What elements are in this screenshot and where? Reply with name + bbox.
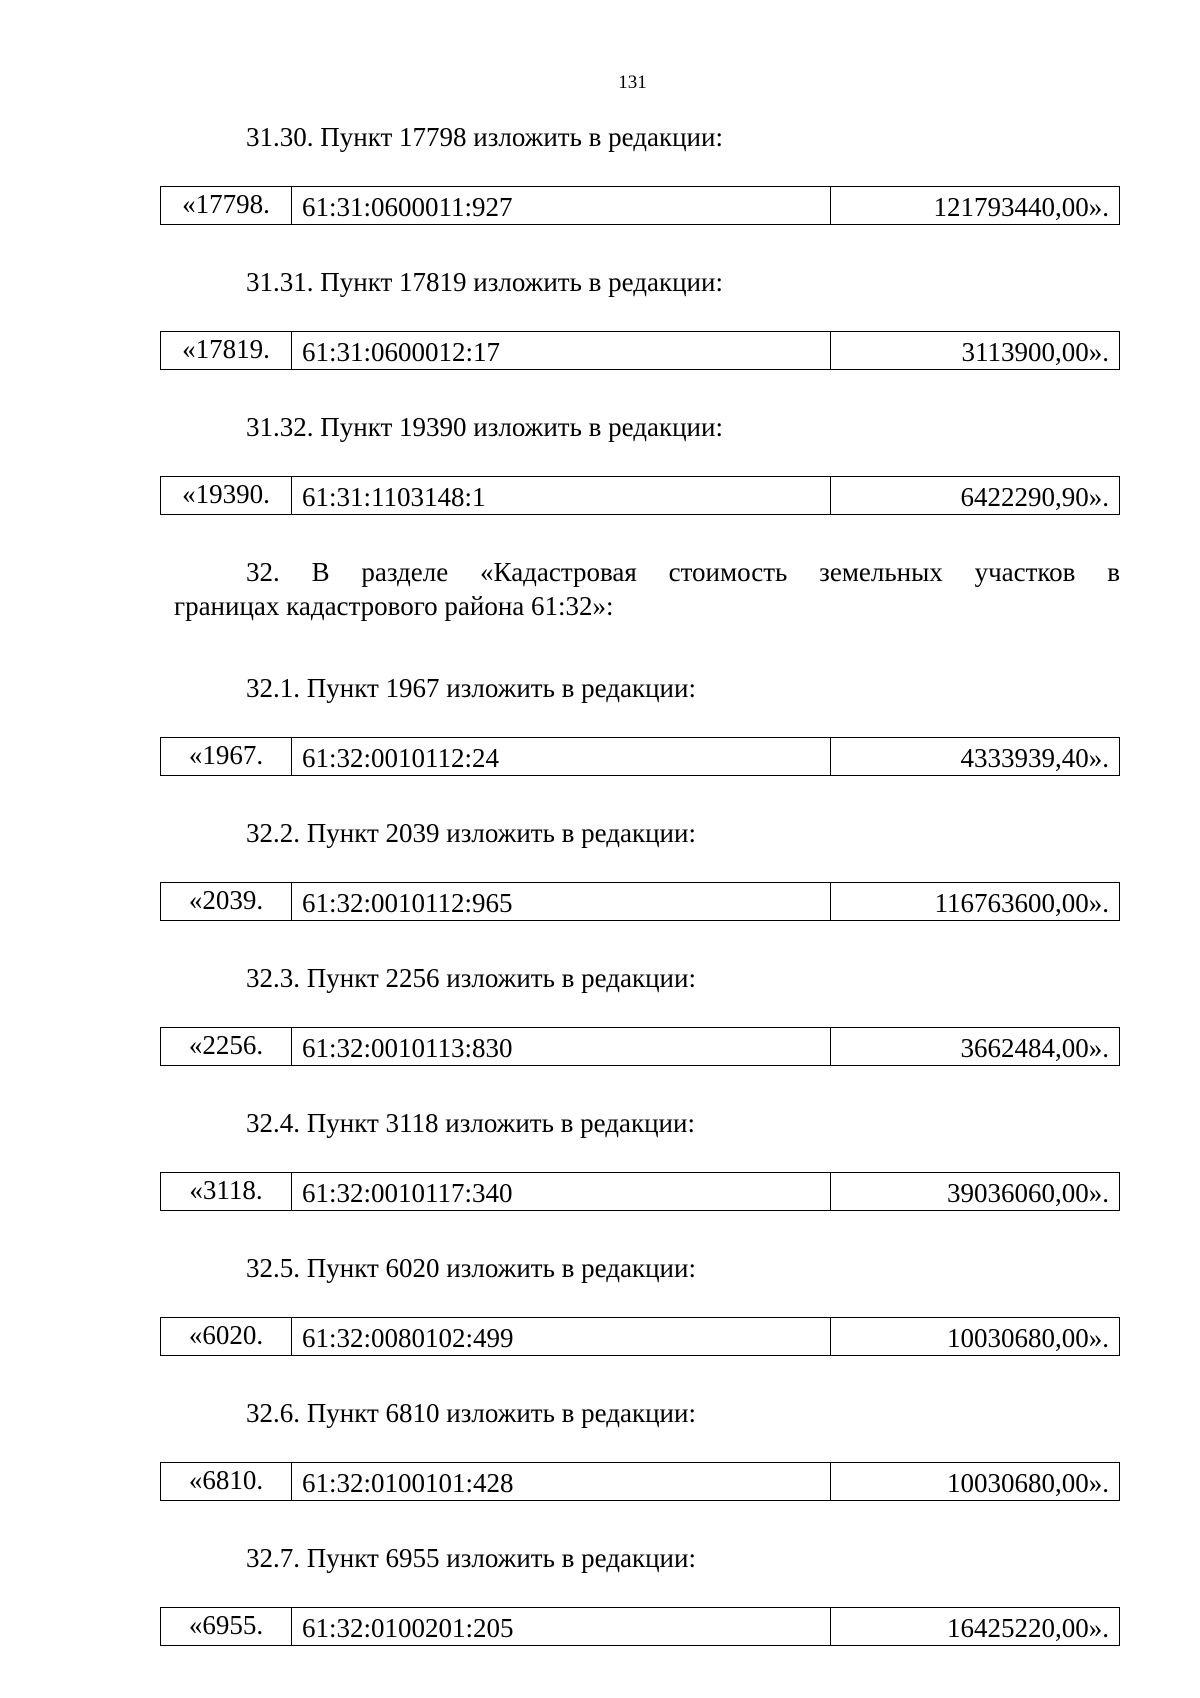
cadastral-number: 61:32:0080102:499 bbox=[292, 1318, 831, 1356]
table-row bbox=[161, 1028, 1120, 1066]
cadastral-number: 61:31:1103148:1 bbox=[292, 477, 831, 515]
entry-number: «3118. bbox=[161, 1173, 292, 1211]
section-heading-paragraph bbox=[160, 555, 1120, 623]
table-row bbox=[161, 477, 1120, 515]
cadastral-value: 4333939,40». bbox=[831, 738, 1120, 776]
section-heading-line-2: границах кадастрового района 61:32»: bbox=[174, 591, 614, 621]
instruction-text: 32.3. Пункт 2256 изложить в редакции: bbox=[246, 963, 696, 993]
page-number: 131 bbox=[618, 72, 647, 93]
cadastral-value: 6422290,90». bbox=[831, 477, 1120, 515]
instruction-text: 31.31. Пункт 17819 изложить в редакции: bbox=[246, 267, 723, 297]
entry-table bbox=[160, 331, 1120, 370]
cadastral-number: 61:32:0100201:205 bbox=[292, 1608, 831, 1646]
table-row bbox=[161, 738, 1120, 776]
instruction-text: 32.6. Пункт 6810 изложить в редакции: bbox=[246, 1398, 696, 1428]
cadastral-value: 116763600,00». bbox=[831, 883, 1120, 921]
entry-table bbox=[160, 186, 1120, 225]
table-row bbox=[161, 1463, 1120, 1501]
cadastral-number: 61:32:0100101:428 bbox=[292, 1463, 831, 1501]
entry-number: «6810. bbox=[161, 1463, 292, 1501]
instruction-text: 32.7. Пункт 6955 изложить в редакции: bbox=[246, 1543, 696, 1573]
instruction-text: 32.4. Пункт 3118 изложить в редакции: bbox=[246, 1108, 695, 1138]
entry-number: «17819. bbox=[161, 332, 292, 370]
instruction-text: 32.5. Пункт 6020 изложить в редакции: bbox=[246, 1253, 696, 1283]
cadastral-number: 61:32:0010113:830 bbox=[292, 1028, 831, 1066]
cadastral-number: 61:31:0600012:17 bbox=[292, 332, 831, 370]
cadastral-value: 16425220,00». bbox=[831, 1608, 1120, 1646]
entry-number: «19390. bbox=[161, 477, 292, 515]
entry-table bbox=[160, 1172, 1120, 1211]
entry-table bbox=[160, 737, 1120, 776]
instruction-text: 32.1. Пункт 1967 изложить в редакции: bbox=[246, 673, 696, 703]
entry-table bbox=[160, 1462, 1120, 1501]
table-row bbox=[161, 1608, 1120, 1646]
entry-number: «6955. bbox=[161, 1608, 292, 1646]
entry-table bbox=[160, 1027, 1120, 1066]
instruction-text: 31.30. Пункт 17798 изложить в редакции: bbox=[246, 122, 723, 152]
cadastral-value: 10030680,00». bbox=[831, 1463, 1120, 1501]
table-row bbox=[161, 187, 1120, 225]
cadastral-value: 3662484,00». bbox=[831, 1028, 1120, 1066]
entry-number: «6020. bbox=[161, 1318, 292, 1356]
entry-table bbox=[160, 1317, 1120, 1356]
instruction-text: 32.2. Пункт 2039 изложить в редакции: bbox=[246, 818, 696, 848]
cadastral-number: 61:32:0010112:965 bbox=[292, 883, 831, 921]
section-31-blocks bbox=[160, 120, 1120, 515]
section-heading-line-1: 32. В разделе «Кадастровая стоимость земельных участков в bbox=[246, 557, 1120, 587]
entry-number: «2039. bbox=[161, 883, 292, 921]
cadastral-value: 39036060,00». bbox=[831, 1173, 1120, 1211]
table-row bbox=[161, 883, 1120, 921]
cadastral-number: 61:32:0010117:340 bbox=[292, 1173, 831, 1211]
table-row bbox=[161, 332, 1120, 370]
cadastral-value: 121793440,00». bbox=[831, 187, 1120, 225]
entry-number: «1967. bbox=[161, 738, 292, 776]
section-32-blocks bbox=[160, 671, 1120, 1646]
cadastral-value: 3113900,00». bbox=[831, 332, 1120, 370]
entry-table bbox=[160, 1607, 1120, 1646]
entry-table bbox=[160, 882, 1120, 921]
cadastral-value: 10030680,00». bbox=[831, 1318, 1120, 1356]
entry-number: «2256. bbox=[161, 1028, 292, 1066]
table-row bbox=[161, 1318, 1120, 1356]
instruction-text: 31.32. Пункт 19390 изложить в редакции: bbox=[246, 412, 723, 442]
cadastral-number: 61:32:0010112:24 bbox=[292, 738, 831, 776]
entry-number: «17798. bbox=[161, 187, 292, 225]
document-body bbox=[160, 120, 1120, 1686]
entry-table bbox=[160, 476, 1120, 515]
cadastral-number: 61:31:0600011:927 bbox=[292, 187, 831, 225]
table-row bbox=[161, 1173, 1120, 1211]
